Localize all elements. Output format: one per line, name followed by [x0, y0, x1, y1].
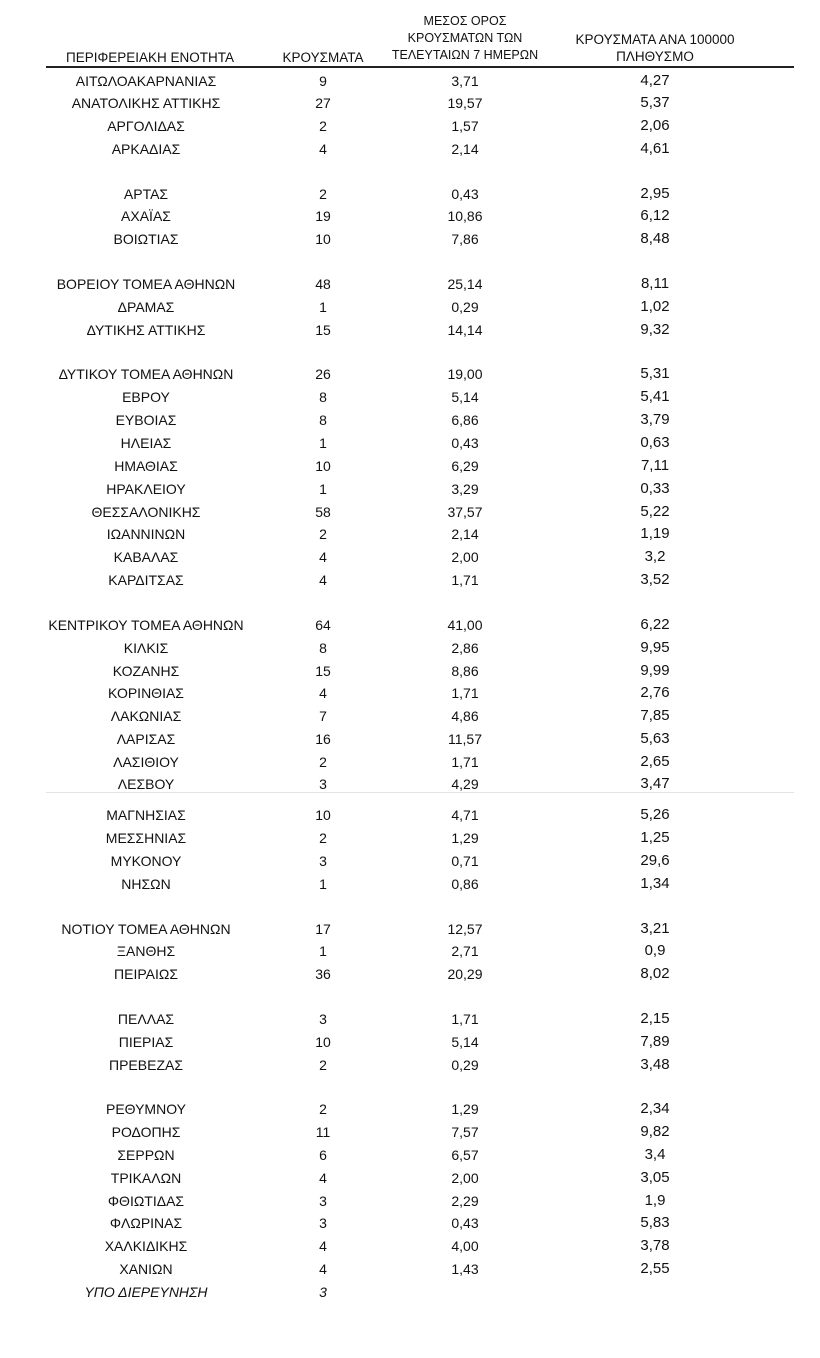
per100k-cell: 9,32 — [640, 321, 670, 338]
cases-cell: 4 — [319, 685, 327, 701]
cases-cell: 1 — [319, 435, 327, 451]
region-cell: ΜΥΚΟΝΟΥ — [110, 853, 182, 869]
per100k-cell: 3,79 — [640, 411, 670, 428]
cases-cell: 26 — [315, 366, 331, 382]
region-cell: ΡΟΔΟΠΗΣ — [111, 1124, 181, 1140]
cases-cell: 7 — [319, 708, 327, 724]
region-cell: ΗΡΑΚΛΕΙΟΥ — [106, 481, 186, 497]
avg7-cell: 14,14 — [447, 322, 483, 338]
table-row — [0, 1121, 820, 1143]
table-row — [0, 614, 820, 636]
table-row — [0, 546, 820, 568]
avg7-cell: 19,00 — [447, 366, 483, 382]
table-row — [0, 501, 820, 523]
region-cell: ΘΕΣΣΑΛΟΝΙΚΗΣ — [91, 504, 201, 520]
region-cell: ΕΥΒΟΙΑΣ — [115, 412, 177, 428]
table-row — [0, 1008, 820, 1030]
cases-cell: 2 — [319, 118, 327, 134]
table-row — [0, 637, 820, 659]
header-avg7-line: ΜΕΣΟΣ ΟΡΟΣ — [423, 14, 507, 28]
per100k-cell: 5,41 — [640, 388, 670, 405]
avg7-cell: 1,71 — [451, 572, 479, 588]
cases-cell: 10 — [315, 1034, 331, 1050]
avg7-cell: 0,43 — [451, 186, 479, 202]
cases-cell: 58 — [315, 504, 331, 520]
per100k-cell: 7,89 — [640, 1033, 670, 1050]
avg7-cell: 1,71 — [451, 1011, 479, 1027]
region-cell: ΤΡΙΚΑΛΩΝ — [110, 1170, 182, 1186]
table-row — [0, 205, 820, 227]
cases-cell: 3 — [319, 1284, 327, 1300]
table-row — [0, 455, 820, 477]
table-row — [0, 1235, 820, 1257]
cases-cell: 4 — [319, 141, 327, 157]
cases-cell: 1 — [319, 943, 327, 959]
avg7-cell: 3,71 — [451, 73, 479, 89]
cases-cell: 3 — [319, 1193, 327, 1209]
cases-cell: 8 — [319, 389, 327, 405]
cases-cell: 10 — [315, 807, 331, 823]
region-cell: ΦΛΩΡΙΝΑΣ — [109, 1215, 183, 1231]
table-row — [0, 728, 820, 750]
avg7-cell: 4,29 — [451, 776, 479, 792]
avg7-cell: 25,14 — [447, 276, 483, 292]
cases-cell: 1 — [319, 876, 327, 892]
avg7-cell: 41,00 — [447, 617, 483, 633]
avg7-cell: 1,43 — [451, 1261, 479, 1277]
cases-cell: 4 — [319, 572, 327, 588]
region-cell: ΔΥΤΙΚΟΥ ΤΟΜΕΑ ΑΘΗΝΩΝ — [58, 366, 234, 382]
cases-cell: 19 — [315, 208, 331, 224]
header-region-line: ΠΕΡΙΦΕΡΕΙΑΚΗ ΕΝΟΤΗΤΑ — [65, 50, 235, 65]
table-row — [0, 409, 820, 431]
region-cell: ΝΟΤΙΟΥ ΤΟΜΕΑ ΑΘΗΝΩΝ — [61, 921, 231, 937]
region-cell: ΦΘΙΩΤΙΔΑΣ — [107, 1193, 185, 1209]
per100k-cell: 4,27 — [640, 72, 670, 89]
per100k-cell: 3,4 — [644, 1146, 666, 1163]
per100k-cell: 5,63 — [640, 730, 670, 747]
cases-cell: 3 — [319, 1215, 327, 1231]
avg7-cell: 5,14 — [451, 389, 479, 405]
avg7-cell: 0,29 — [451, 1057, 479, 1073]
table-row — [0, 115, 820, 137]
table-row — [0, 228, 820, 250]
region-cell: ΛΑΡΙΣΑΣ — [116, 731, 176, 747]
per100k-cell: 1,02 — [640, 298, 670, 315]
per100k-cell: 1,19 — [640, 525, 670, 542]
header-underline — [46, 66, 794, 68]
avg7-cell: 2,71 — [451, 943, 479, 959]
per100k-cell: 9,95 — [640, 639, 670, 656]
per100k-cell: 6,22 — [640, 616, 670, 633]
table-row — [0, 138, 820, 160]
cases-cell: 36 — [315, 966, 331, 982]
avg7-cell: 8,86 — [451, 663, 479, 679]
region-cell: ΗΛΕΙΑΣ — [120, 435, 172, 451]
region-cell: ΞΑΝΘΗΣ — [116, 943, 176, 959]
avg7-cell: 5,14 — [451, 1034, 479, 1050]
avg7-cell: 6,29 — [451, 458, 479, 474]
cases-cell: 2 — [319, 1101, 327, 1117]
per100k-cell: 2,76 — [640, 684, 670, 701]
per100k-cell: 8,02 — [640, 965, 670, 982]
table-row — [0, 682, 820, 704]
region-cell: ΡΕΘΥΜΝΟΥ — [105, 1101, 186, 1117]
avg7-cell: 37,57 — [447, 504, 483, 520]
region-cell: ΑΡΚΑΔΙΑΣ — [111, 141, 181, 157]
table-row — [0, 751, 820, 773]
per100k-cell: 3,2 — [644, 548, 666, 565]
table-row — [0, 1167, 820, 1189]
avg7-cell: 1,71 — [451, 685, 479, 701]
cases-cell: 3 — [319, 776, 327, 792]
per100k-cell: 8,48 — [640, 230, 670, 247]
per100k-cell: 5,83 — [640, 1214, 670, 1231]
cases-cell: 4 — [319, 1170, 327, 1186]
cases-cell: 48 — [315, 276, 331, 292]
header-avg7 — [380, 13, 550, 64]
per100k-cell: 5,26 — [640, 806, 670, 823]
header-cases-line: ΚΡΟΥΣΜΑΤΑ — [282, 50, 364, 65]
region-cell: ΔΡΑΜΑΣ — [117, 299, 175, 315]
avg7-cell: 6,57 — [451, 1147, 479, 1163]
cases-cell: 2 — [319, 186, 327, 202]
table-row — [0, 963, 820, 985]
cases-cell: 15 — [315, 322, 331, 338]
avg7-cell: 20,29 — [447, 966, 483, 982]
avg7-cell: 2,00 — [451, 549, 479, 565]
table-row — [0, 1054, 820, 1076]
per100k-cell: 7,11 — [640, 457, 670, 474]
region-cell: ΚΙΛΚΙΣ — [123, 640, 169, 656]
table-row — [0, 92, 820, 114]
per100k-cell: 1,34 — [640, 875, 670, 892]
per100k-cell: 29,6 — [640, 852, 670, 869]
per100k-cell: 0,33 — [640, 480, 670, 497]
avg7-cell: 2,86 — [451, 640, 479, 656]
region-cell: ΥΠΟ ΔΙΕΡΕΥΝΗΣΗ — [84, 1284, 208, 1300]
header-per100k — [555, 31, 755, 65]
cases-cell: 2 — [319, 830, 327, 846]
cases-cell: 8 — [319, 640, 327, 656]
table-row — [0, 1098, 820, 1120]
cases-cell: 2 — [319, 1057, 327, 1073]
avg7-cell: 6,86 — [451, 412, 479, 428]
region-cell: ΔΥΤΙΚΗΣ ΑΤΤΙΚΗΣ — [86, 322, 206, 338]
avg7-cell: 11,57 — [448, 731, 482, 747]
header-avg7-line: ΤΕΛΕΥΤΑΙΩΝ 7 ΗΜΕΡΩΝ — [391, 48, 539, 62]
cases-cell: 4 — [319, 1238, 327, 1254]
cases-cell: 3 — [319, 1011, 327, 1027]
per100k-cell: 3,21 — [640, 920, 670, 937]
region-cell: ΜΑΓΝΗΣΙΑΣ — [106, 807, 186, 823]
header-avg7-line: ΚΡΟΥΣΜΑΤΩΝ ΤΩΝ — [407, 31, 523, 45]
table-row — [0, 273, 820, 295]
avg7-cell: 2,14 — [451, 526, 479, 542]
region-cell: ΠΡΕΒΕΖΑΣ — [108, 1057, 183, 1073]
per100k-cell: 3,48 — [640, 1056, 670, 1073]
per100k-cell: 2,06 — [640, 117, 670, 134]
per100k-cell: 2,65 — [640, 753, 670, 770]
avg7-cell: 19,57 — [447, 95, 483, 111]
table-row — [0, 523, 820, 545]
header-per100k-line: ΚΡΟΥΣΜΑΤΑ ΑΝΑ 100000 — [575, 32, 735, 47]
table-row — [0, 1031, 820, 1053]
region-cell: ΑΡΓΟΛΙΔΑΣ — [107, 118, 185, 134]
avg7-cell: 3,29 — [451, 481, 479, 497]
header-cases — [278, 49, 368, 66]
cases-cell: 15 — [315, 663, 331, 679]
table-row — [0, 1212, 820, 1234]
cases-cell: 8 — [319, 412, 327, 428]
per100k-cell: 4,61 — [640, 140, 670, 157]
per100k-cell: 2,95 — [640, 185, 670, 202]
table-row — [0, 705, 820, 727]
table-row — [0, 873, 820, 895]
region-cell: ΛΕΣΒΟΥ — [117, 776, 175, 792]
per100k-cell: 9,99 — [640, 662, 670, 679]
per100k-cell: 9,82 — [640, 1123, 670, 1140]
avg7-cell: 2,00 — [451, 1170, 479, 1186]
avg7-cell: 7,86 — [451, 231, 479, 247]
avg7-cell: 2,14 — [451, 141, 479, 157]
table-row — [0, 70, 820, 92]
avg7-cell: 1,57 — [451, 118, 479, 134]
cases-cell: 1 — [319, 299, 327, 315]
per100k-cell: 5,37 — [640, 94, 670, 111]
per100k-cell: 0,9 — [644, 942, 666, 959]
avg7-cell: 0,86 — [451, 876, 479, 892]
table-row — [0, 1258, 820, 1280]
cases-cell: 27 — [315, 95, 331, 111]
region-cell: ΛΑΣΙΘΙΟΥ — [113, 754, 179, 770]
cases-cell: 64 — [315, 617, 331, 633]
table-row — [0, 773, 820, 795]
per100k-cell: 2,15 — [640, 1010, 670, 1027]
table-row — [0, 183, 820, 205]
cases-cell: 9 — [319, 73, 327, 89]
table-row — [0, 940, 820, 962]
table-row — [0, 918, 820, 940]
region-cell: ΚΕΝΤΡΙΚΟΥ ΤΟΜΕΑ ΑΘΗΝΩΝ — [48, 617, 244, 633]
cases-cell: 10 — [315, 231, 331, 247]
region-cell: ΣΕΡΡΩΝ — [117, 1147, 175, 1163]
per100k-cell: 5,22 — [640, 503, 670, 520]
avg7-cell: 1,29 — [451, 830, 479, 846]
cases-cell: 4 — [319, 549, 327, 565]
per100k-cell: 5,31 — [640, 365, 670, 382]
avg7-cell: 4,86 — [451, 708, 479, 724]
per100k-cell: 7,85 — [640, 707, 670, 724]
cases-cell: 1 — [319, 481, 327, 497]
per100k-cell: 1,25 — [640, 829, 670, 846]
region-cell: ΠΕΙΡΑΙΩΣ — [114, 966, 178, 982]
cases-cell: 2 — [319, 754, 327, 770]
region-cell: ΚΑΡΔΙΤΣΑΣ — [108, 572, 184, 588]
per100k-cell: 1,9 — [644, 1192, 666, 1209]
table-row — [0, 296, 820, 318]
region-cell: ΠΕΛΛΑΣ — [117, 1011, 175, 1027]
avg7-cell: 1,29 — [451, 1101, 479, 1117]
avg7-cell: 4,00 — [451, 1238, 479, 1254]
avg7-cell: 0,71 — [451, 853, 479, 869]
avg7-cell: 7,57 — [451, 1124, 479, 1140]
table-row — [0, 1281, 820, 1303]
cases-cell: 4 — [319, 1261, 327, 1277]
avg7-cell: 0,43 — [451, 1215, 479, 1231]
per100k-cell: 3,52 — [640, 571, 670, 588]
avg7-cell: 10,86 — [447, 208, 483, 224]
region-cell: ΜΕΣΣΗΝΙΑΣ — [105, 830, 187, 846]
cases-cell: 16 — [315, 731, 331, 747]
table-row — [0, 319, 820, 341]
region-cell: ΕΒΡΟΥ — [122, 389, 170, 405]
avg7-cell: 4,71 — [451, 807, 479, 823]
region-cell: ΗΜΑΘΙΑΣ — [114, 458, 178, 474]
region-cell: ΠΙΕΡΙΑΣ — [118, 1034, 174, 1050]
per100k-cell: 2,34 — [640, 1100, 670, 1117]
cases-cell: 11 — [315, 1124, 331, 1140]
region-cell: ΒΟΙΩΤΙΑΣ — [113, 231, 179, 247]
cases-cell: 2 — [319, 526, 327, 542]
avg7-cell: 1,71 — [451, 754, 479, 770]
per100k-cell: 0,63 — [640, 434, 670, 451]
region-cell: ΛΑΚΩΝΙΑΣ — [110, 708, 182, 724]
table-row — [0, 660, 820, 682]
region-cell: ΝΗΣΩΝ — [121, 876, 171, 892]
region-cell: ΚΟΡΙΝΘΙΑΣ — [108, 685, 184, 701]
per100k-cell: 2,55 — [640, 1260, 670, 1277]
cases-cell: 17 — [315, 921, 331, 937]
cases-cell: 10 — [315, 458, 331, 474]
per100k-cell: 3,05 — [640, 1169, 670, 1186]
table-row — [0, 827, 820, 849]
avg7-cell: 0,29 — [451, 299, 479, 315]
header-region — [40, 49, 260, 66]
avg7-cell: 0,43 — [451, 435, 479, 451]
table-row — [0, 850, 820, 872]
region-cell: ΧΑΝΙΩΝ — [119, 1261, 173, 1277]
table-row — [0, 432, 820, 454]
avg7-cell: 2,29 — [451, 1193, 479, 1209]
region-cell: ΚΑΒΑΛΑΣ — [113, 549, 179, 565]
table-row — [0, 386, 820, 408]
table-row — [0, 363, 820, 385]
cases-cell: 3 — [319, 853, 327, 869]
per100k-cell: 3,47 — [640, 775, 670, 792]
avg7-cell: 12,57 — [447, 921, 483, 937]
table-row — [0, 478, 820, 500]
per100k-cell: 6,12 — [640, 207, 670, 224]
table-row — [0, 1144, 820, 1166]
table-row — [0, 1190, 820, 1212]
table-row — [0, 569, 820, 591]
region-cell: ΚΟΖΑΝΗΣ — [112, 663, 180, 679]
region-cell: ΑΡΤΑΣ — [123, 186, 169, 202]
region-cell: ΙΩΑΝΝΙΝΩΝ — [106, 526, 186, 542]
region-cell: ΒΟΡΕΙΟΥ ΤΟΜΕΑ ΑΘΗΝΩΝ — [56, 276, 236, 292]
region-cell: ΑΧΑΪΑΣ — [121, 208, 171, 224]
region-cell: ΧΑΛΚΙΔΙΚΗΣ — [104, 1238, 188, 1254]
per100k-cell: 8,11 — [640, 275, 670, 292]
cases-cell: 6 — [319, 1147, 327, 1163]
region-cell: ΑΙΤΩΛΟΑΚΑΡΝΑΝΙΑΣ — [75, 73, 217, 89]
region-cell: ΑΝΑΤΟΛΙΚΗΣ ΑΤΤΙΚΗΣ — [71, 95, 221, 111]
header-per100k-line: ΠΛΗΘΥΣΜΟ — [616, 49, 694, 64]
per100k-cell: 3,78 — [640, 1237, 670, 1254]
table-row — [0, 804, 820, 826]
